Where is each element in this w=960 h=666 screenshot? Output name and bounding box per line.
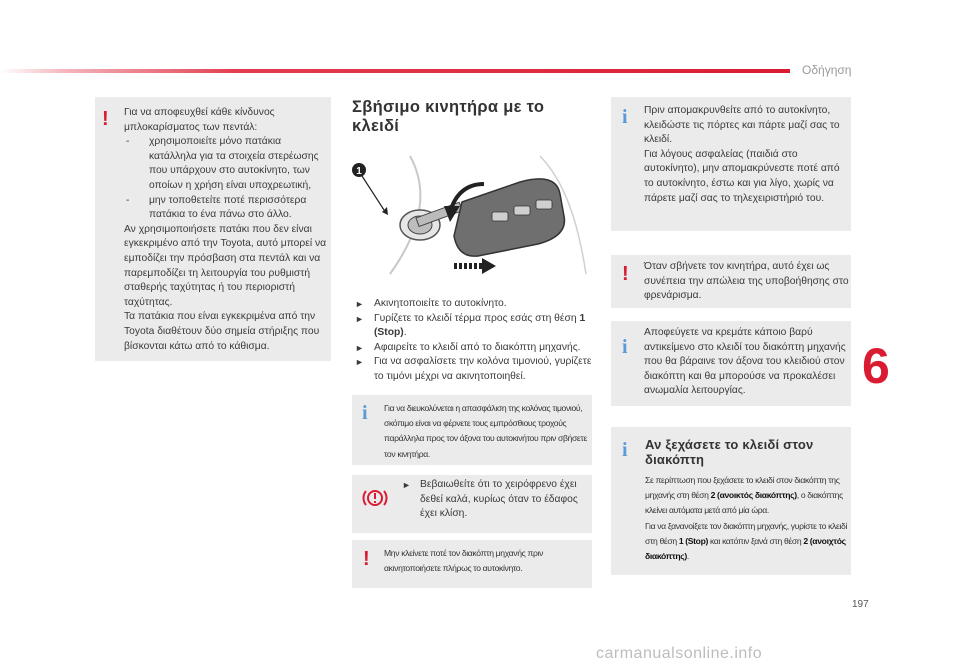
- steering-lock-info-text: Για να διευκολύνεται η απασφάλιση της κολόνας τιμονιού, σκόπιμο είναι να φέρνετε τους εμπρόσθιους τροχούς παράλληλα προς τον άξονα του αυτοκινήτου πριν σβήσετε τον κινητήρα.: [384, 403, 587, 459]
- arrow-bullet-icon: ►: [355, 299, 364, 309]
- arrow-bullet-icon: ►: [355, 342, 364, 353]
- key-left-heading: Αν ξεχάσετε το κλειδί στον διακόπτη: [645, 437, 814, 467]
- leaving-vehicle-text: Πριν απομακρυνθείτε από το αυτοκίνητο, κλειδώστε τις πόρτες και πάρτε μαζί σας το κλειδί. Για λόγους ασφαλείας (παιδιά στο αυτοκίνητο), μην απομακρύνεστε ποτέ από το αυτοκίνητο, έστω και για λίγο, χωρίς να πάρετε μαζί σας το τηλεχειριστήριό του.: [644, 105, 840, 204]
- parking-brake-text: ► Βεβαιωθείτε ότι το χειρόφρενο έχει δεθεί καλά, κυρίως όταν το έδαφος έχει κλίση.: [402, 479, 578, 520]
- ignition-warning-box: [352, 540, 592, 588]
- arrow-bullet-icon: ►: [355, 313, 364, 324]
- warning-exclamation-icon: !: [102, 108, 109, 130]
- arrow-bullet-icon: ►: [402, 480, 411, 490]
- list-item: ► Αφαιρείτε το κλειδί από το διακόπτη μηχανής.: [355, 341, 595, 356]
- key-left-in-ignition-box: [611, 427, 851, 575]
- floor-mat-item: - χρησιμοποιείτε μόνο πατάκια κατάλληλα για τα στοιχεία στερέωσης που υπάρχουν στο αυτοκίνητο, των οποίων η χρήση είναι υποχρεωτική,: [126, 136, 319, 191]
- ignition-warning-text: Μην κλείνετε ποτέ τον διακόπτη μηχανής πριν ακινητοποιήσετε πλήρως το αυτοκίνητο.: [384, 548, 544, 574]
- key-left-text: Σε περίπτωση που ξεχάσετε το κλειδί στον διακόπτη της μηχανής στη θέση 2 (ανοικτός διακόπτης), ο διακόπτης κλείνει αυτόματα μετά από μία ώρα. Για να ξανανοίξετε τον διακόπτη μηχανής, γυρίστε το κλειδί στη θέση 1 (Stop) και κατόπιν ξανά στη θέση 2 (ανοιχτός διακόπτης).: [645, 475, 847, 562]
- floor-mat-warning-box: [95, 97, 331, 361]
- floor-mat-paragraph: Τα πατάκια που είναι εγκεκριμένα από την Toyota διαθέτουν δύο σημεία στήριξης που βίσκονται κάτω από το κάθισμα.: [124, 311, 320, 352]
- ignition-key-illustration: [350, 152, 592, 280]
- stop-steps-list: [355, 297, 595, 385]
- warning-exclamation-icon: !: [363, 548, 370, 570]
- brake-assist-warning-text: Όταν σβήνετε τον κινητήρα, αυτό έχει ως συνέπεια την απώλεια της υποβοήθησης στο φρενάρισμα.: [644, 261, 849, 302]
- watermark: carmanualsonline.info: [596, 645, 763, 662]
- header-accent-line: [0, 69, 790, 73]
- page-number: 197: [852, 599, 869, 610]
- info-icon: i: [622, 439, 628, 461]
- floor-mat-item: - μην τοποθετείτε ποτέ περισσότερα πατάκια το ένα πάνω στο άλλο.: [126, 194, 307, 221]
- steering-lock-info-box: [352, 395, 592, 465]
- floor-mat-intro: Για να αποφευχθεί κάθε κίνδυνος μπλοκαρίσματος των πεντάλ:: [124, 107, 275, 133]
- floor-mat-paragraph: Αν χρησιμοποιήσετε πατάκι που δεν είναι εγκεκριμένο από την Toyota, αυτό μπορεί να εμποδίζει την πρόσβαση στα πεντάλ και να παρεμποδίζει τη λειτουργία του ρυθμιστή σταθερής ταχύτητας ή του περιοριστή ταχύτητας.: [124, 223, 327, 308]
- chapter-number: 6: [862, 338, 890, 394]
- arrow-bullet-icon: ►: [355, 357, 364, 368]
- info-icon: i: [622, 106, 628, 128]
- list-item: ► Γυρίζετε το κλειδί τέρμα προς εσάς στη θέση 1 (Stop).: [355, 312, 586, 339]
- heavy-object-info-text: Αποφεύγετε να κρεμάτε κάποιο βαρύ αντικείμενο στο κλειδί του διακόπτη μηχανής που θα βάραινε τον άξονα του κλειδιού στον διακόπτη και θα μπορούσε να προκαλέσει ανωμαλία λειτουργίας.: [644, 327, 846, 397]
- warning-exclamation-icon: !: [622, 263, 629, 285]
- callout-number: 1: [356, 166, 362, 177]
- heavy-object-info-box: [611, 321, 851, 406]
- info-icon: i: [362, 402, 368, 424]
- brake-assist-warning-box: [611, 255, 851, 308]
- parking-brake-box: [352, 475, 592, 533]
- list-item: ► Ακινητοποιείτε το αυτοκίνητο.: [355, 297, 595, 312]
- floor-mat-warning-text: [124, 106, 329, 354]
- page-title: Σβήσιμο κινητήρα με το κλειδί: [352, 98, 545, 135]
- leaving-vehicle-info-box: [611, 97, 851, 231]
- key-in-ignition-drawing: [350, 152, 592, 280]
- list-item: ► Για να ασφαλίσετε την κολόνα τιμονιού, γυρίζετε το τιμόνι μέχρι να ακινητοποιηθεί.: [355, 356, 592, 382]
- brake-warning-icon: [362, 487, 388, 509]
- section-title: Οδήγηση: [802, 63, 852, 77]
- info-icon: i: [622, 336, 628, 358]
